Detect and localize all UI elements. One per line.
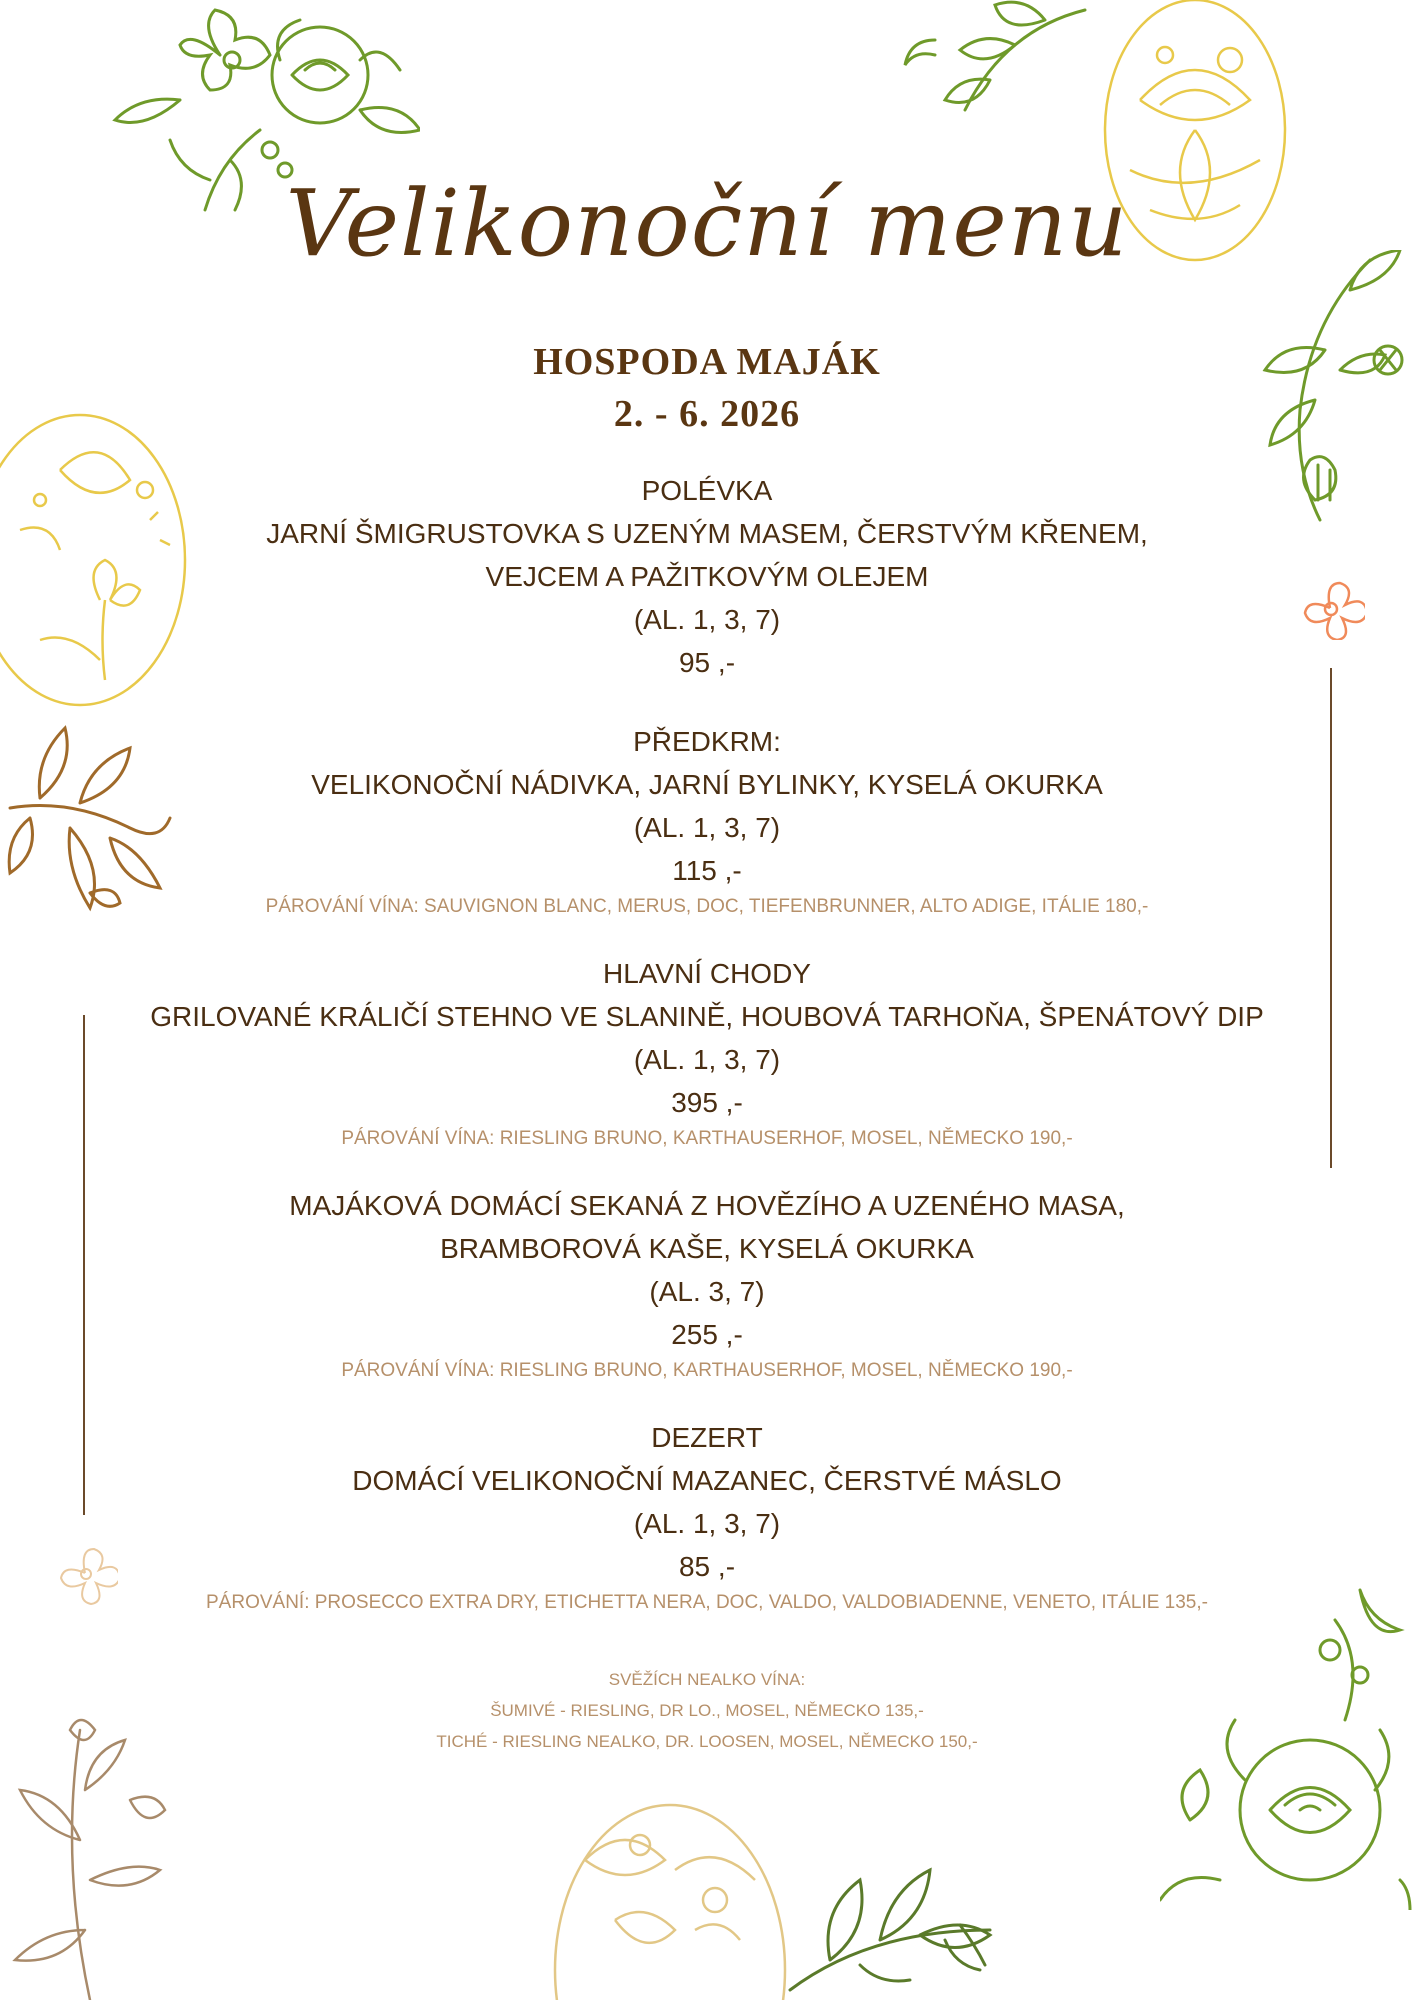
venue-name: HOSPODA MAJÁK (533, 341, 881, 383)
dish-line: JARNÍ ŠMIGRUSTOVKA S UZENÝM MASEM, ČERSTVÝM KŘENEM, (266, 518, 1148, 549)
dish-line: GRILOVANÉ KRÁLIČÍ STEHNO VE SLANINĚ, HOUBOVÁ TARHOŇA, ŠPENÁTOVÝ DIP (150, 1001, 1264, 1032)
wine-pairing: PÁROVÁNÍ VÍNA: SAUVIGNON BLANC, MERUS, DOC, TIEFENBRUNNER, ALTO ADIGE, ITÁLIE 180,- (265, 896, 1149, 917)
wine-pairing: PÁROVÁNÍ: PROSECCO EXTRA DRY, ETICHETTA NERA, DOC, VALDO, VALDOBIADENNE, VENETO, ITÁLIE 135,- (206, 1592, 1208, 1613)
allergens: (AL. 1, 3, 7) (633, 1044, 781, 1075)
allergens: (AL. 1, 3, 7) (633, 812, 781, 843)
price: 95 ,- (678, 647, 736, 678)
menu-section-main-2 (0, 1184, 1414, 1386)
menu-section-main (0, 952, 1414, 1154)
price: 115 ,- (672, 855, 742, 886)
allergens: (AL. 1, 3, 7) (633, 604, 781, 635)
price: 85 ,- (678, 1551, 736, 1582)
nealko-heading: SVĚŽÍCH NEALKO VÍNA: (608, 1670, 806, 1689)
section-heading: HLAVNÍ CHODY (603, 958, 811, 989)
menu-section-starter (0, 720, 1414, 922)
section-heading: PŘEDKRM: (633, 726, 781, 757)
dish-line: VELIKONOČNÍ NÁDIVKA, JARNÍ BYLINKY, KYSELÁ OKURKA (311, 769, 1103, 800)
section-heading: DEZERT (651, 1422, 763, 1453)
menu-list (0, 469, 1414, 1618)
wine-pairing: PÁROVÁNÍ VÍNA: RIESLING BRUNO, KARTHAUSERHOF, MOSEL, NĚMECKO 190,- (341, 1128, 1073, 1149)
event-dates: 2. - 6. 2026 (613, 393, 801, 435)
menu-section-soup (0, 469, 1414, 684)
allergens: (AL. 3, 7) (649, 1276, 765, 1307)
menu-section-dessert (0, 1416, 1414, 1618)
wine-pairing: PÁROVÁNÍ VÍNA: RIESLING BRUNO, KARTHAUSERHOF, MOSEL, NĚMECKO 190,- (341, 1360, 1073, 1381)
dish-line: DOMÁCÍ VELIKONOČNÍ MAZANEC, ČERSTVÉ MÁSLO (352, 1465, 1062, 1496)
leaf-branch-icon (895, 0, 1095, 120)
non-alcoholic-wines (0, 1664, 1414, 1757)
dish-line: MAJÁKOVÁ DOMÁCÍ SEKANÁ Z HOVĚZÍHO A UZENÉHO MASA, (289, 1190, 1125, 1221)
page-title: Velikonoční menu (285, 170, 1129, 277)
allergens: (AL. 1, 3, 7) (633, 1508, 781, 1539)
leaf-branch-icon (770, 1830, 1000, 2000)
easter-egg-icon (545, 1800, 795, 2000)
price: 255 ,- (671, 1319, 743, 1350)
section-heading: POLÉVKA (641, 475, 773, 506)
dish-line: VEJCEM A PAŽITKOVÝM OLEJEM (485, 561, 929, 592)
price: 395 ,- (671, 1087, 743, 1118)
nealko-still: TICHÉ - RIESLING NEALKO, DR. LOOSEN, MOSEL, NĚMECKO 150,- (436, 1732, 978, 1751)
dish-line: BRAMBOROVÁ KAŠE, KYSELÁ OKURKA (440, 1233, 974, 1264)
nealko-sparkling: ŠUMIVÉ - RIESLING, DR LO., MOSEL, NĚMECKO 135,- (490, 1701, 924, 1720)
